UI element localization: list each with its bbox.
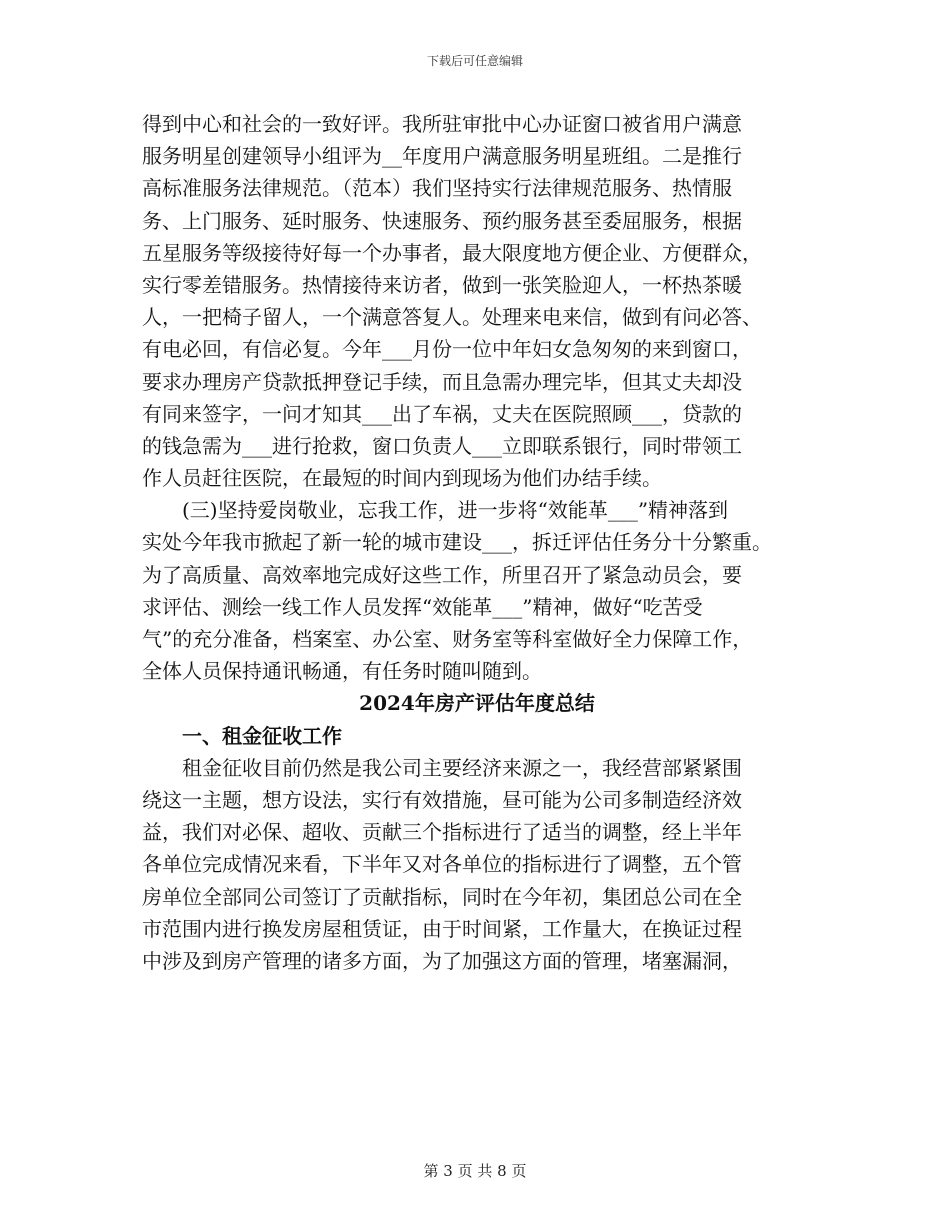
paragraph-line: 实行零差错服务。热情接待来访者，做到一张笑脸迎人，一杯热茶暖 (142, 272, 742, 297)
document-body (142, 108, 812, 977)
paragraph-line: 有同来签字，一问才知其___出了车祸，丈夫在医院照顾___，贷款的 (142, 401, 742, 426)
paragraph-line: 各单位完成情况来看，下半年又对各单位的指标进行了调整，五个管 (142, 852, 742, 877)
paragraph-line: 气”的充分准备，档案室、办公室、财务室等科室做好全力保障工作， (142, 627, 753, 651)
paragraph-line: 实处今年我市掀起了新一轮的城市建设___，拆迁评估任务分十分繁重。 (142, 530, 772, 555)
paragraph-line: 务、上门服务、延时服务、快速服务、预约服务甚至委屈服务，根据 (142, 208, 742, 233)
paragraph-line: 益，我们对必保、超收、贡献三个指标进行了适当的调整，经上半年 (142, 820, 742, 845)
page-header: 下载后可任意编辑 (426, 54, 523, 68)
paragraph-line: 的钱急需为___进行抢救，窗口负责人___立即联系银行，同时带领工 (142, 433, 742, 458)
paragraph-line: 得到中心和社会的一致好评。我所驻审批中心办证窗口被省用户满意 (142, 112, 742, 136)
paragraph-line: 绕这一主题，想方设法，实行有效措施，昼可能为公司多制造经济效 (142, 787, 742, 812)
paragraph-line: 为了高质量、高效率地完成好这些工作，所里召开了紧急动员会，要 (142, 562, 742, 587)
paragraph-line: 租金征收目前仍然是我公司主要经济来源之一，我经营部紧紧围 (182, 755, 742, 780)
paragraph-line: (三)坚持爱岗敬业，忘我工作，进一步将“效能革___”精神落到 (182, 498, 729, 523)
paragraph-line: 作人员赶往医院，在最短的时间内到现场为他们办结手续。 (142, 466, 662, 491)
paragraph-line: 有电必回，有信必复。今年___月份一位中年妇女急匆匆的来到窗口， (142, 337, 752, 362)
section-heading: 一、租金征收工作 (182, 723, 342, 748)
section-title: 2024年房产评估年度总结 (359, 691, 595, 716)
paragraph-line: 房单位全部同公司签订了贡献指标，同时在今年初，集团总公司在全 (142, 884, 742, 909)
paragraph-line: 五星服务等级接待好每一个办事者，最大限度地方便企业、方便群众， (142, 240, 762, 265)
paragraph-line: 人，一把椅子留人，一个满意答复人。处理来电来信，做到有问必答、 (142, 305, 762, 330)
paragraph-line: 中涉及到房产管理的诸多方面，为了加强这方面的管理，堵塞漏洞， (142, 948, 742, 973)
paragraph-line: 求评估、测绘一线工作人员发挥“效能革___”精神，做好“吃苦受 (142, 594, 703, 619)
paragraph-line: 服务明星创建领导小组评为__年度用户满意服务明星班组。二是推行 (142, 144, 742, 169)
paragraph-line: 要求办理房产贷款抵押登记手续，而且急需办理完毕，但其丈夫却没 (142, 369, 742, 394)
paragraph-line: 高标准服务法律规范。（范本）我们坚持实行法律规范服务、热情服 (142, 176, 732, 201)
paragraph-line: 市范围内进行换发房屋租赁证，由于时间紧，工作量大，在换证过程 (142, 916, 742, 941)
paragraph-line: 全体人员保持通讯畅通，有任务时随叫随到。 (142, 659, 542, 684)
page-footer: 第 3 页 共 8 页 (423, 1162, 527, 1180)
